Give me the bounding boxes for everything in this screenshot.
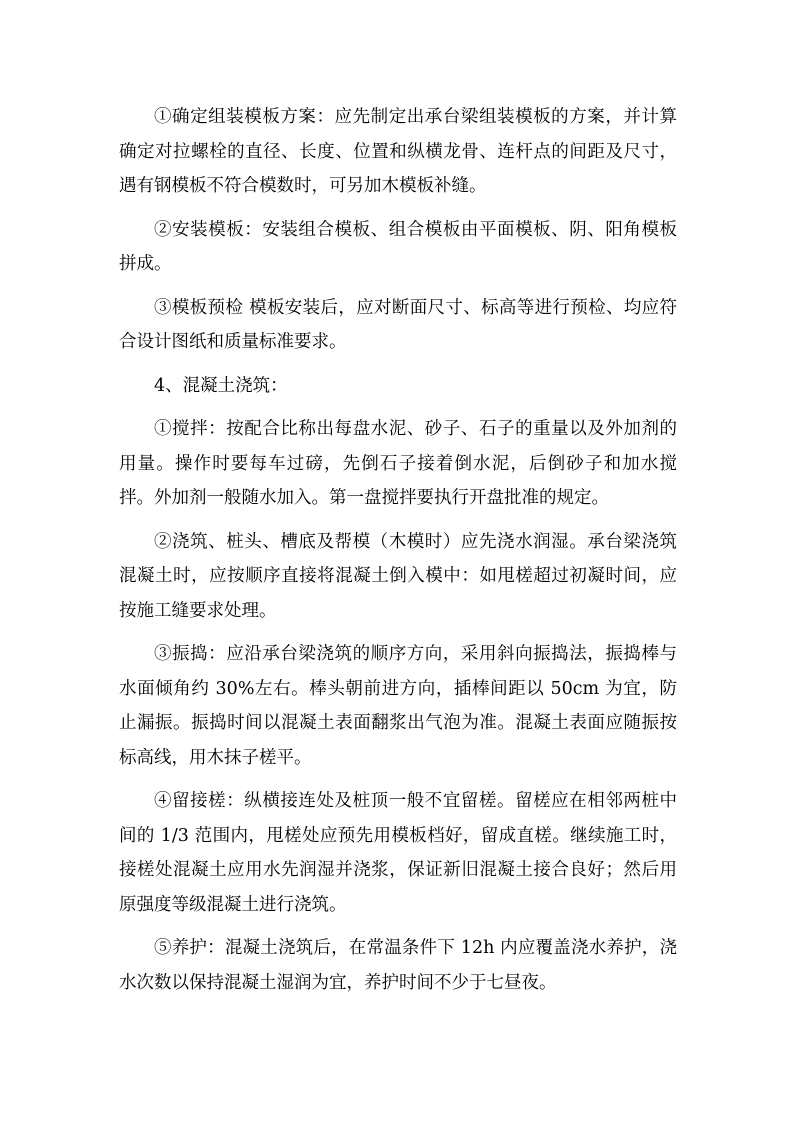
paragraph-curing: ⑤养护：混凝土浇筑后，在常温条件下 12h 内应覆盖浇水养护，浇水次数以保持混凝土湿润为宜，养护时间不少于七昼夜。 [119, 938, 677, 993]
paragraph-formwork-precheck: ③模板预检 模板安装后，应对断面尺寸、标高等进行预检、均应符合设计图纸和质量标准要求。 [119, 297, 677, 352]
paragraph-mixing: ①搅拌：按配合比称出每盘水泥、砂子、石子的重量以及外加剂的用量。操作时要每车过磅，先倒石子接着倒水泥，后倒砂子和加水搅拌。外加剂一般随水加入。第一盘搅拌要执行开盘批准的规定。 [119, 419, 677, 508]
paragraph-construction-joint: ④留接槎：纵横接连处及桩顶一般不宜留槎。留槎应在相邻两桩中间的 1/3 范围内，甩槎处应预先用模板档好，留成直槎。继续施工时，接槎处混凝土应用水先润湿并浇浆，保证新旧混凝土接合良好；然后用原强度等级混凝土进行浇筑。 [119, 791, 677, 915]
paragraph-formwork-plan: ①确定组装模板方案：应先制定出承台梁组装模板的方案，并计算确定对拉螺栓的直径、长度、位置和纵横龙骨、连杆点的间距及尺寸，遇有钢模板不符合模数时，可另加木模板补缝。 [119, 107, 677, 196]
paragraph-install-formwork: ②安装模板：安装组合模板、组合模板由平面模板、阴、阳角模板拼成。 [119, 219, 677, 274]
document-page [119, 100, 677, 1009]
section-heading-concrete-pouring: 4、混凝土浇筑： [154, 375, 288, 396]
paragraph-pouring: ②浇筑、桩头、槽底及帮模（木模时）应先浇水润湿。承台梁浇筑混凝土时，应按顺序直接将混凝土倒入模中：如甩槎超过初凝时间，应按施工缝要求处理。 [119, 531, 677, 621]
paragraph-vibrating: ③振捣：应沿承台梁浇筑的顺序方向，采用斜向振捣法，振捣棒与水面倾角约 30%左右。棒头朝前进方向，插棒间距以 50cm 为宜，防止漏振。振捣时间以混凝土表面翻浆出气泡为准。混凝土表面应随振按标高线，用木抹子槎平。 [119, 644, 677, 768]
